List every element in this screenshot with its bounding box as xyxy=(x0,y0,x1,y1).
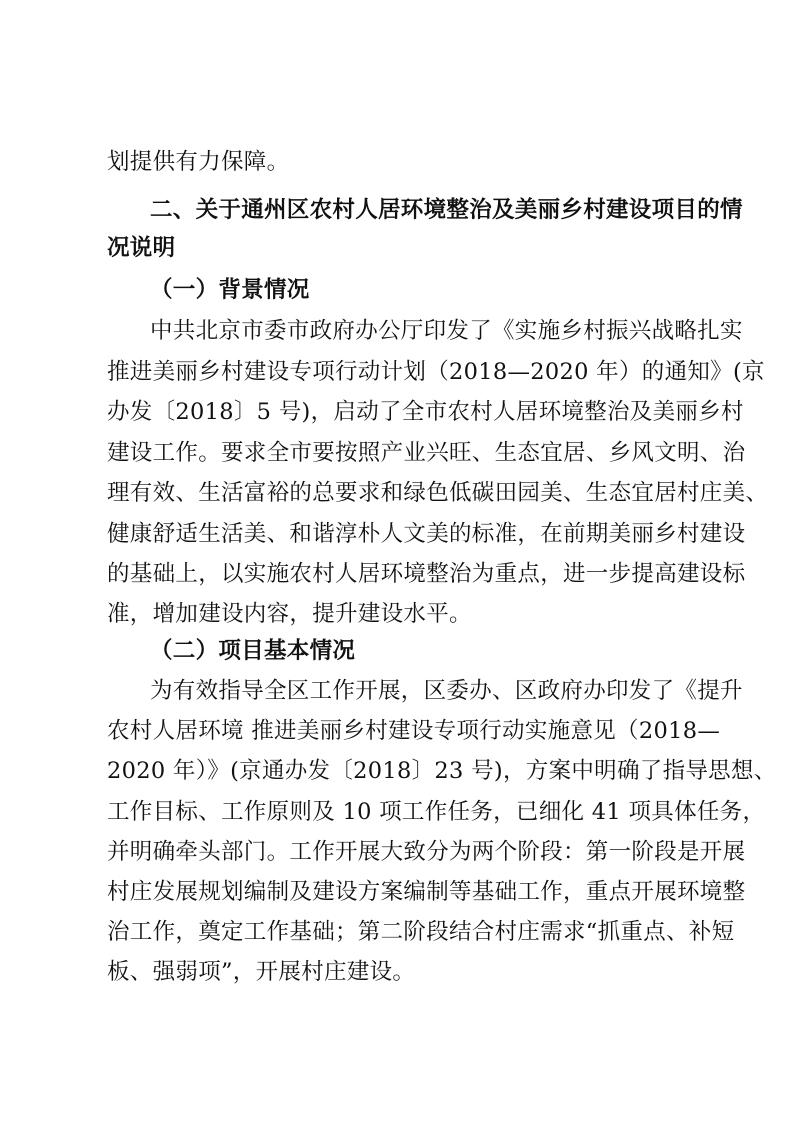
subsection-heading: （一）背景情况 xyxy=(150,277,310,303)
body-line: 划提供有力保障。 xyxy=(107,149,290,175)
section-heading-continued: 况说明 xyxy=(107,235,176,261)
body-line: 村庄发展规划编制及建设方案编制等基础工作，重点开展环境整 xyxy=(107,879,746,905)
body-line: 的基础上，以实施农村人居环境整治为重点，进一步提高建设标 xyxy=(107,561,746,587)
body-line: 2020 年）》(京通办发〔2018〕23 号)，方案中明确了指导思想、 xyxy=(107,758,777,784)
body-line: 准，增加建设内容，提升建设水平。 xyxy=(107,601,472,627)
body-line: 理有效、生活富裕的总要求和绿色低碳田园美、生态宜居村庄美、 xyxy=(107,480,769,506)
body-line: 推进美丽乡村建设专项行动计划（2018—2020 年）的通知》(京 xyxy=(107,359,765,385)
body-line: 治工作，奠定工作基础；第二阶段结合村庄需求“抓重点、补短 xyxy=(107,919,735,945)
body-line: 健康舒适生活美、和谐淳朴人文美的标准，在前期美丽乡村建设 xyxy=(107,521,746,547)
section-heading: 二、关于通州区农村人居环境整治及美丽乡村建设项目的情 xyxy=(150,197,743,223)
body-line: 板、强弱项”，开展村庄建设。 xyxy=(107,959,416,985)
body-line: 并明确牵头部门。工作开展大致分为两个阶段：第一阶段是开展 xyxy=(107,839,746,865)
body-line: 为有效指导全区工作开展，区委办、区政府办印发了《提升 xyxy=(150,678,743,704)
body-line: 办发〔2018〕5 号)，启动了全市农村人居环境整治及美丽乡村 xyxy=(107,399,744,425)
subsection-heading: （二）项目基本情况 xyxy=(150,638,356,664)
body-line: 建设工作。要求全市要按照产业兴旺、生态宜居、乡风文明、治 xyxy=(107,440,746,466)
body-line: 工作目标、工作原则及 10 项工作任务，已细化 41 项具体任务， xyxy=(107,799,766,825)
body-line: 农村人居环境 推进美丽乡村建设专项行动实施意见（2018— xyxy=(107,718,721,744)
body-line: 中共北京市委市政府办公厅印发了《实施乡村振兴战略扎实 xyxy=(150,318,743,344)
